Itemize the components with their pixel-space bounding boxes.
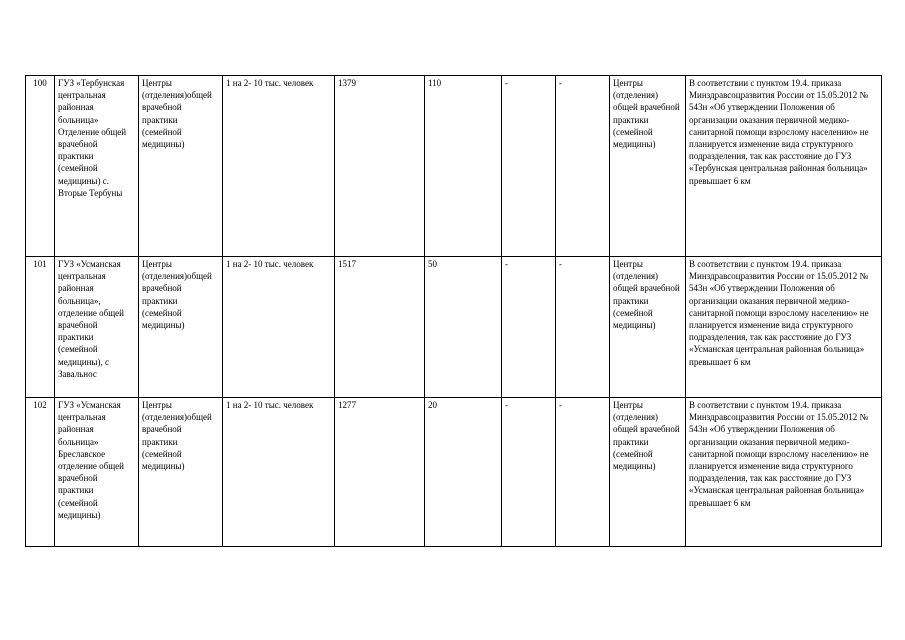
table-row	[26, 398, 882, 547]
empty-value: -	[502, 257, 556, 398]
facility-type: Центры (отделения)общей врачебной практики (семейной медицины)	[139, 76, 223, 257]
facility-name: ГУЗ «Усманская центральная районная больница», отделение общей врачебной практики (семейной медицины), с Завальнос	[55, 257, 139, 398]
staffing-norm: 1 на 2- 10 тыс. человек	[223, 76, 335, 257]
empty-value: -	[556, 257, 610, 398]
justification-note: В соответствии с пунктом 19.4. приказа Минздравсоцразвития России от 15.05.2012 № 543н «Об утверждении Положения об организации оказания первичной медико-санитарной помощи взрослому населению» не планируется изменение вида структурного подразделения, так как расстояние до ГУЗ «Усманская центральная районная больница» превышает 6 км	[686, 398, 882, 547]
empty-value: -	[556, 76, 610, 257]
population-served: 1517	[335, 257, 425, 398]
facility-type: Центры (отделения)общей врачебной практики (семейной медицины)	[139, 257, 223, 398]
distance-value: 50	[425, 257, 502, 398]
planned-type: Центры (отделения) общей врачебной практики (семейной медицины)	[610, 257, 686, 398]
justification-note: В соответствии с пунктом 19.4. приказа Минздравсоцразвития России от 15.05.2012 № 543н «Об утверждении Положения об организации оказания первичной медико-санитарной помощи взрослому населению» не планируется изменение вида структурного подразделения, так как расстояние до ГУЗ «Усманская центральная районная больница» превышает 6 км	[686, 257, 882, 398]
facility-name: ГУЗ «Тербунская центральная районная больница» Отделение общей врачебной практики (семейной медицины) с. Вторые Тербуны	[55, 76, 139, 257]
row-number: 101	[26, 257, 55, 398]
staffing-norm: 1 на 2- 10 тыс. человек	[223, 398, 335, 547]
facility-name: ГУЗ «Усманская центральная районная больница» Бреславское отделение общей врачебной практики (семейной медицины)	[55, 398, 139, 547]
distance-value: 110	[425, 76, 502, 257]
population-served: 1277	[335, 398, 425, 547]
empty-value: -	[502, 76, 556, 257]
row-number: 100	[26, 76, 55, 257]
empty-value: -	[502, 398, 556, 547]
table-row	[26, 76, 882, 257]
distance-value: 20	[425, 398, 502, 547]
row-number: 102	[26, 398, 55, 547]
table-row	[26, 257, 882, 398]
empty-value: -	[556, 398, 610, 547]
facilities-table	[25, 75, 882, 547]
planned-type: Центры (отделения) общей врачебной практики (семейной медицины)	[610, 398, 686, 547]
staffing-norm: 1 на 2- 10 тыс. человек	[223, 257, 335, 398]
justification-note: В соответствии с пунктом 19.4. приказа Минздравсоцразвития России от 15.05.2012 № 543н «Об утверждении Положения об организации оказания первичной медико-санитарной помощи взрослому населению» не планируется изменение вида структурного подразделения, так как расстояние до ГУЗ «Тербунская центральная районная больница» превышает 6 км	[686, 76, 882, 257]
planned-type: Центры (отделения) общей врачебной практики (семейной медицины)	[610, 76, 686, 257]
facility-type: Центры (отделения)общей врачебной практики (семейной медицины)	[139, 398, 223, 547]
population-served: 1379	[335, 76, 425, 257]
